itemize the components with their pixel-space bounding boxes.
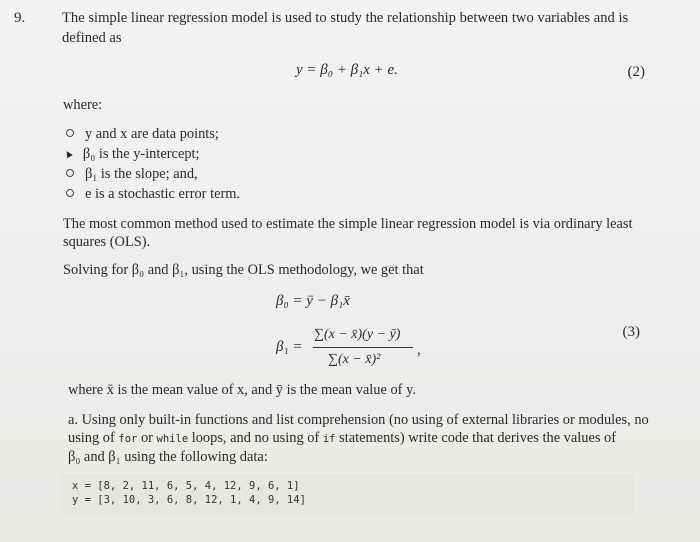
bullet-item [66,166,198,183]
keyword-if: if [322,433,336,445]
bullet-text: y and x are data points; [85,126,219,142]
bullet-circle-icon [66,169,74,177]
ols-paragraph-line-1: The most common method used to estimate the simple linear regression model is via ordinary least [63,216,633,232]
part-a-line-3: β₀ and β₁ using the following data: [68,449,268,465]
part-a-line-1: a. Using only built-in functions and list comprehension (no using of external libraries or modules, no [68,412,649,428]
bullet-circle-icon [66,189,74,197]
code-line-x: x = [8, 2, 11, 6, 5, 4, 12, 9, 6, 1] [72,480,300,492]
keyword-while: while [156,433,189,445]
keyword-for: for [118,433,138,445]
question-number: 9. [14,10,26,26]
part-a-text: using of [68,430,119,446]
solving-line: Solving for β₀ and β₁, using the OLS methodology, we get that [63,262,424,278]
bullet-item [60,146,200,163]
part-a-text: statements) write code that derives the values of [335,430,617,446]
mouse-cursor-icon: ▲ [60,146,77,162]
part-a-text: loops, and no using of [188,430,323,446]
bullet-item [66,126,219,143]
equation-number-2: (2) [627,64,645,80]
formula-beta1-denominator: ∑(x − x̄)² [328,352,381,367]
ols-paragraph-line-2: squares (OLS). [63,234,151,250]
question-intro-line-1: The simple linear regression model is used to study the relationship between two variables and is [62,10,629,26]
part-a-line-2 [68,430,616,447]
formula-beta1-numerator: ∑(x − x̄)(y − ȳ) [314,327,401,342]
bullet-circle-icon [66,129,74,137]
code-line-y: y = [3, 10, 3, 6, 8, 12, 1, 4, 9, 14] [72,494,306,506]
fraction-bar [313,347,413,348]
equation-number-3: (3) [622,324,640,340]
bullet-text: β₀ is the y-intercept; [82,146,200,162]
bullet-text: e is a stochastic error term. [85,186,241,202]
question-intro-line-2: defined as [62,30,122,46]
bullet-item [66,186,240,203]
where-label: where: [63,97,103,113]
formula-beta0: β₀ = ȳ − β₁x̄ [276,293,350,309]
regression-equation: y = β₀ + β₁x + e. [296,62,398,78]
formula-beta1-lhs: β₁ = [276,339,303,355]
bullet-text: β₁ is the slope; and, [85,166,198,182]
part-a-text: or [137,430,157,446]
mean-definition-line: where x̄ is the mean value of x, and ȳ is the mean value of y. [68,382,416,398]
formula-comma: , [417,342,421,358]
